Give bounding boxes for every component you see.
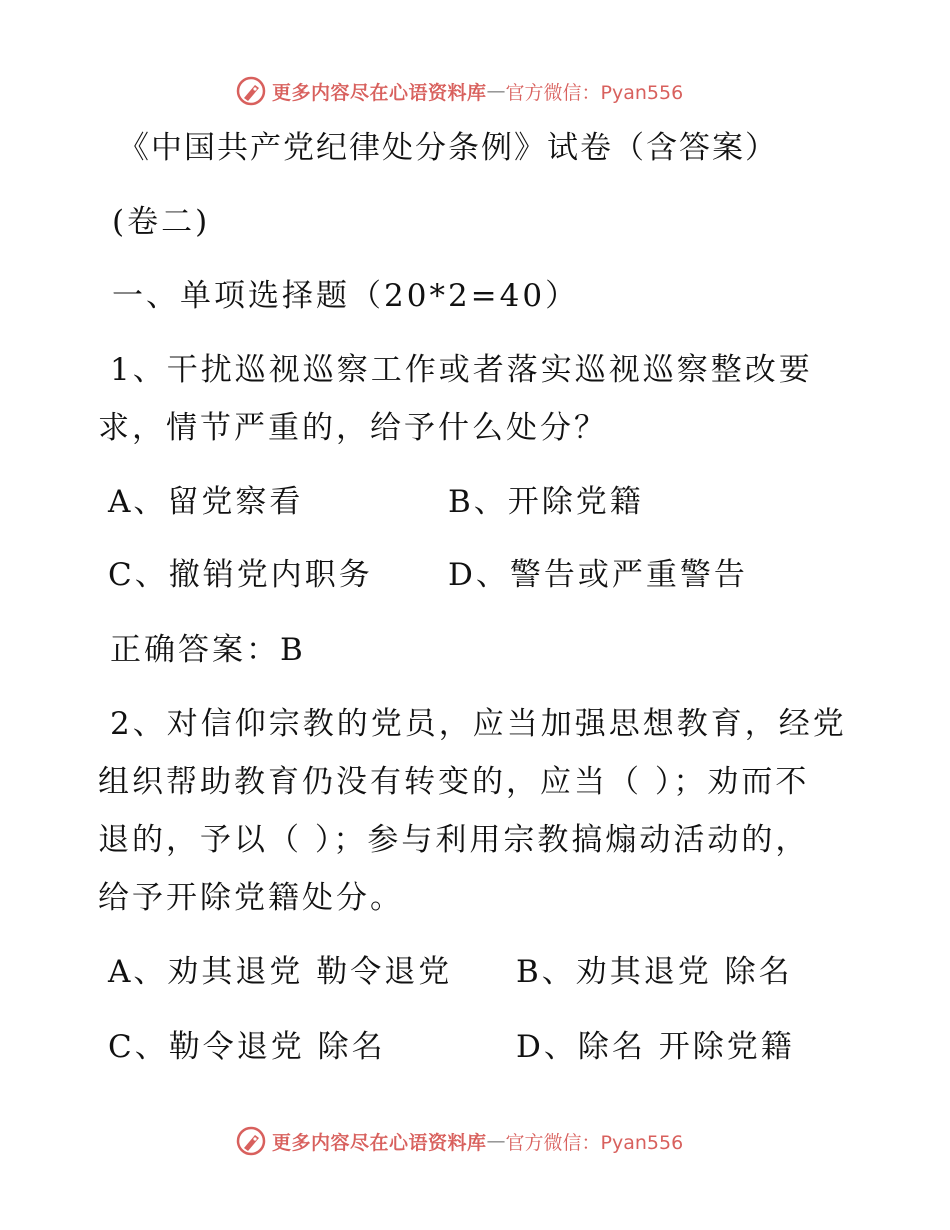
watermark-header (236, 74, 683, 108)
watermark-contact: 官方微信：Pyan556 (505, 1131, 684, 1154)
question-1-option-c: C、撤销党内职务 (108, 557, 373, 593)
question-2-stem-line-1: 2、对信仰宗教的党员，应当加强思想教育，经党 (110, 706, 847, 742)
document-subtitle: (卷二) (112, 204, 211, 240)
watermark-separator: — (486, 80, 506, 102)
watermark-separator: — (486, 1130, 506, 1152)
question-1-stem-line-1: 1、干扰巡视巡察工作或者落实巡视巡察整改要 (110, 352, 813, 388)
question-2-option-d: D、除名 开除党籍 (516, 1029, 795, 1065)
question-2-stem-line-3: 退的，予以（ ）；参与利用宗教搞煽动活动的， (98, 822, 810, 858)
question-2-option-b: B、劝其退党 除名 (516, 954, 793, 990)
question-2-stem-line-2: 组织帮助教育仍没有转变的，应当（ ）；劝而不 (98, 764, 810, 800)
question-1-option-b: B、开除党籍 (448, 484, 644, 520)
question-1-answer: 正确答案：B (110, 632, 306, 668)
watermark-brand: 更多内容尽在心语资料库 (272, 81, 487, 104)
question-1-option-d: D、警告或严重警告 (448, 557, 748, 593)
section-heading: 一、单项选择题（20*2=40） (112, 278, 580, 314)
pen-nib-logo-icon (236, 1126, 266, 1156)
watermark-brand: 更多内容尽在心语资料库 (272, 1131, 487, 1154)
watermark-footer (236, 1124, 683, 1158)
question-2-option-c: C、勒令退党 除名 (108, 1029, 386, 1065)
watermark-contact: 官方微信：Pyan556 (505, 81, 684, 104)
question-1-stem-line-2: 求，情节严重的，给予什么处分？ (98, 410, 608, 446)
question-1-option-a: A、留党察看 (108, 484, 304, 520)
pen-nib-logo-icon (236, 76, 266, 106)
question-2-stem-line-4: 给予开除党籍处分。 (98, 880, 404, 916)
question-2-option-a: A、劝其退党 勒令退党 (108, 954, 453, 990)
document-title: 《中国共产党纪律处分条例》试卷（含答案） (118, 130, 778, 166)
